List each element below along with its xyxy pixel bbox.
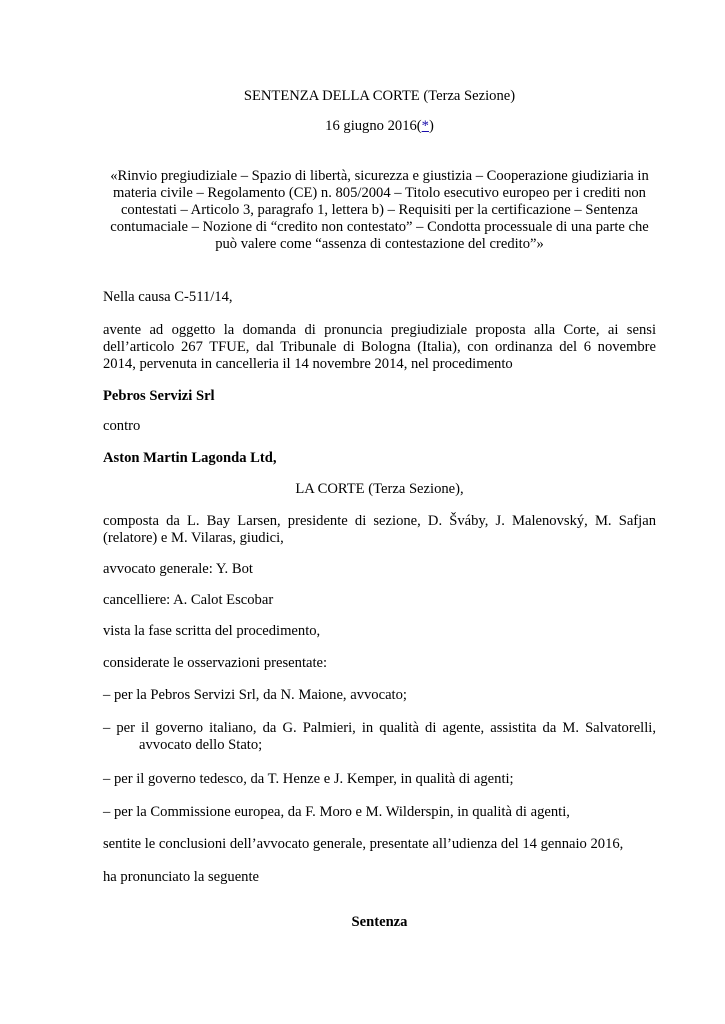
observation-item: – per il governo tedesco, da T. Henze e J. Kemper, in qualità di agenti; (103, 771, 514, 787)
party-defendant: Aston Martin Lagonda Ltd, (103, 450, 277, 466)
observation-item: – per la Pebros Servizi Srl, da N. Maione, avvocato; (103, 687, 407, 703)
versus-label: contro (103, 418, 141, 434)
registrar: cancelliere: A. Calot Escobar (103, 592, 274, 608)
pronounced-statement: ha pronunciato la seguente (103, 869, 260, 885)
party-applicant: Pebros Servizi Srl (103, 388, 215, 404)
case-number: Nella causa C-511/14, (103, 289, 233, 305)
date-close: ) (428, 118, 434, 134)
observation-item: – per il governo italiano, da G. Palmieri, in qualità di agente, assistita da M. Salvatorelli, avvocato dello Stato; (103, 720, 656, 753)
document-title: SENTENZA DELLA CORTE (Terza Sezione) (243, 88, 516, 104)
written-phase: vista la fase scritta del procedimento, (103, 623, 321, 639)
advocate-general: avvocato generale: Y. Bot (103, 561, 253, 577)
observations-intro: considerate le osservazioni presentate: (103, 655, 328, 671)
judgment-date (103, 118, 656, 135)
case-object: avente ad oggetto la domanda di pronuncia pregiudiziale proposta alla Corte, ai sensi dell’articolo 267 TFUE, dal Tribunale di Bologna (Italia), con ordinanza del 6 novembre 2014, pervenuta in cancelleria il 14 novembre 2014, nel procedimento (103, 322, 656, 372)
court-heading: LA CORTE (Terza Sezione), (295, 481, 464, 497)
case-summary: «Rinvio pregiudiziale – Spazio di libertà, sicurezza e giustizia – Cooperazione giudiziaria in materia civile – Regolamento (CE) n. 805/2004 – Titolo esecutivo europeo per i crediti non contestati – Articolo 3, paragrafo 1, lettera b) – Requisiti per la certificazione – Sentenza contumaciale – Nozione di “credito non contestato” – Condotta processuale di una parte che può valere come “assenza di contestazione del credito”» (110, 168, 649, 252)
footnote-link[interactable]: * (421, 118, 429, 134)
observation-item: – per la Commissione europea, da F. Moro e M. Wilderspin, in qualità di agenti, (103, 804, 570, 820)
date-text: 16 giugno 2016( (325, 118, 422, 134)
judgment-heading: Sentenza (351, 914, 408, 930)
court-composition: composta da L. Bay Larsen, presidente di sezione, D. Šváby, J. Malenovský, M. Safjan (relatore) e M. Vilaras, giudici, (103, 513, 656, 546)
conclusions: sentite le conclusioni dell’avvocato generale, presentate all’udienza del 14 gennaio 2016, (103, 836, 624, 852)
